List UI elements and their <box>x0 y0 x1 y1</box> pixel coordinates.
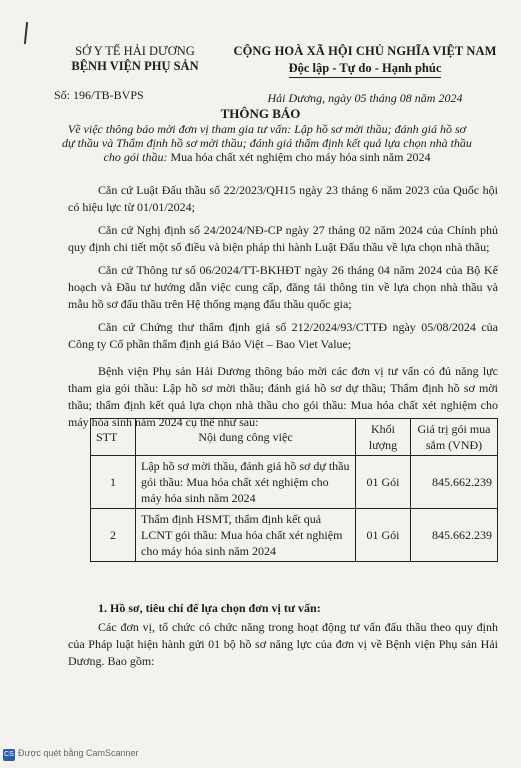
header-left <box>40 44 230 103</box>
scanner-text: Được quét bằng CamScanner <box>18 748 139 758</box>
intro-paragraph: Bệnh viện Phụ sản Hải Dương thông báo mời các đơn vị tư vấn có đủ năng lực tham gia gói thầu: Lập hồ sơ mời thầu; đánh giá hồ sơ dự thầu; Thẩm định hồ sơ mời thầu; thẩm định kết quả lựa chọn nhà thầu cho gói thầu: Mua hóa chất xét nghiệm cho máy hóa sinh năm 2024 cụ thể như sau: <box>68 364 498 429</box>
row-value: 845.662.239 <box>411 456 498 509</box>
camscanner-icon: CS <box>3 749 15 761</box>
subtitle-package: Mua hóa chất xét nghiệm cho máy hóa sinh năm 2024 <box>167 150 431 164</box>
basis-certificate: Căn cứ Chứng thư thẩm định giá số 212/2024/93/CTTĐ ngày 05/08/2024 của Công ty Cổ phần thẩm định giá Bảo Việt – Bao Viet Value; <box>68 320 498 351</box>
document-number: Số: 196/TB-BVPS <box>54 88 144 102</box>
header-value: Giá trị gói mua sắm (VNĐ) <box>411 419 498 456</box>
header-right <box>230 44 500 106</box>
table-row <box>91 456 498 509</box>
document-title: THÔNG BÁO <box>220 106 301 121</box>
row-quantity: 01 Gói <box>356 509 411 562</box>
pen-mark <box>24 22 28 44</box>
row-stt: 2 <box>91 509 136 562</box>
row-quantity: 01 Gói <box>356 456 411 509</box>
basis-law: Căn cứ Luật Đấu thầu số 22/2023/QH15 ngày 23 tháng 6 năm 2023 của Quốc hội có hiệu lực từ 01/01/2024; <box>68 183 498 214</box>
department-name: SỞ Y TẾ HẢI DƯƠNG <box>75 44 195 58</box>
place-date: Hải Dương, ngày 05 tháng 08 năm 2024 <box>267 91 463 105</box>
basis-circular: Căn cứ Thông tư số 06/2024/TT-BKHĐT ngày 26 tháng 04 năm 2024 của Bộ Kế hoạch và Đầu tư hướng dẫn việc cung cấp, đăng tải thông tin về lựa chọn nhà thầu và mẫu hồ sơ đấu thầu trên Hệ thống mạng đấu thầu quốc gia; <box>68 263 498 311</box>
row-stt: 1 <box>91 456 136 509</box>
national-motto: Độc lập - Tự do - Hạnh phúc <box>289 61 442 78</box>
basis-decree: Căn cứ Nghị định số 24/2024/NĐ-CP ngày 27 tháng 02 năm 2024 của Chính phủ quy định chi tiết một số điều và biện pháp thi hành Luật Đấu thầu về lựa chọn nhà thầu; <box>68 223 498 254</box>
hospital-name: BỆNH VIỆN PHỤ SẢN <box>71 59 199 73</box>
legal-bases <box>68 182 498 431</box>
section-1-heading: 1. Hồ sơ, tiêu chí để lựa chọn đơn vị tư vấn: <box>98 601 321 615</box>
header-content: Nội dung công việc <box>136 419 356 456</box>
row-content: Lập hồ sơ mời thầu, đánh giá hồ sơ dự thầu gói thầu: Mua hóa chất xét nghiệm cho máy hóa sinh năm 2024 <box>136 456 356 509</box>
row-value: 845.662.239 <box>411 509 498 562</box>
subtitle-italic: Về việc thông báo mời đơn vị tham gia tư vấn: Lập hồ sơ mời thầu; đánh giá hồ sơ dự thầu và Thẩm định hồ sơ mời thầu; đánh giá thẩm định kết quả lựa chọn nhà thầu cho gói thầu: <box>62 122 472 164</box>
table-row <box>91 509 498 562</box>
work-table <box>90 418 498 562</box>
scanner-footer <box>0 748 139 761</box>
header-stt: STT <box>91 419 136 456</box>
document-subtitle <box>62 122 472 164</box>
nation-name: CỘNG HOÀ XÃ HỘI CHỦ NGHĨA VIỆT NAM <box>233 44 497 58</box>
table-header-row <box>91 419 498 456</box>
row-content: Thẩm định HSMT, thẩm định kết quả LCNT gói thầu: Mua hóa chất xét nghiệm cho máy hóa sinh năm 2024 <box>136 509 356 562</box>
header-quantity: Khối lượng <box>356 419 411 456</box>
section-1 <box>68 600 498 670</box>
section-1-body: Các đơn vị, tổ chức có chức năng trong hoạt động tư vấn đấu thầu theo quy định của Pháp luật hiện hành gửi 01 bộ hồ sơ năng lực của đơn vị về Bệnh viện Phụ sản Hải Dương. Bao gồm: <box>68 620 498 668</box>
